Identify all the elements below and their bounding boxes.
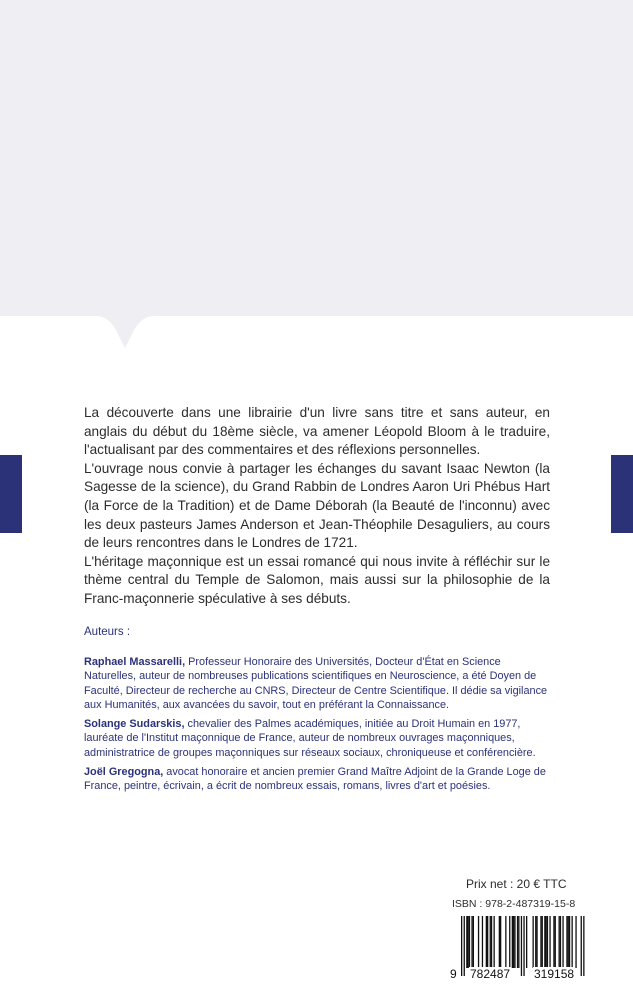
author-name: Joël Gregogna,: [84, 766, 164, 779]
author-entry: [84, 765, 552, 794]
author-name: Solange Sudarskis,: [84, 718, 185, 731]
barcode-bar: [517, 916, 518, 968]
barcode-bar: [547, 916, 548, 968]
author-bio: avocat honoraire et ancien premier Grand Maître Adjoint de la Grande Loge de France, peintre, écrivain, a écrit de nombreux essais, romans, livres d'art et poésies.: [84, 766, 546, 793]
barcode-bar: [549, 916, 550, 968]
cover-top-band: [0, 0, 633, 316]
barcode-bar: [513, 916, 514, 968]
isbn-label: ISBN : 978-2-487319-15-8: [452, 898, 576, 910]
barcode-group-left: 782487: [470, 967, 511, 981]
author-entry: [84, 717, 552, 760]
isbn-barcode: [449, 914, 593, 986]
barcode-bar: [572, 916, 573, 968]
barcode-bar: [555, 916, 556, 968]
barcode-bar: [500, 916, 501, 968]
barcode-bar: [473, 916, 474, 968]
right-edge-tab: [611, 455, 633, 533]
barcode-bar: [544, 916, 545, 968]
barcode-bar: [494, 916, 495, 968]
authors-heading: Auteurs :: [84, 626, 131, 638]
authors-list: [84, 655, 552, 799]
barcode-bar: [469, 916, 470, 968]
barcode-bar: [553, 916, 554, 968]
barcode-bar: [518, 916, 519, 968]
barcode-bar: [546, 916, 547, 968]
barcode-digit-first: 9: [450, 967, 457, 981]
summary-paragraph: La découverte dans une librairie d'un livre sans titre et sans auteur, en anglais du début du 18ème siècle, va amener Léopold Bloom à le traduire, l'actualisant par des commentaires et des réflexions personnelles.: [84, 405, 550, 458]
barcode-digits: [449, 967, 593, 983]
barcode-bar: [514, 916, 515, 968]
barcode-bar: [491, 916, 492, 968]
barcode-bar: [526, 916, 527, 968]
barcode-bar: [482, 916, 483, 968]
barcode-bar: [559, 916, 560, 968]
barcode-bar: [468, 916, 469, 968]
barcode-bar: [509, 916, 510, 968]
barcode-bar: [569, 916, 570, 968]
author-name: Raphael Massarelli,: [84, 656, 186, 668]
barcode-bar: [568, 916, 569, 968]
barcode-bar: [486, 916, 487, 968]
summary-paragraph: L'héritage maçonnique est un essai romancé qui nous invite à réfléchir sur le thème central du Temple de Salomon, mais aussi sur la philosophie de la Franc-maçonnerie spéculative à ses débuts.: [84, 553, 550, 606]
barcode-bar: [540, 916, 541, 968]
barcode-bar: [512, 916, 513, 968]
barcode-bar: [478, 916, 479, 968]
price-label: Prix net : 20 € TTC: [466, 877, 567, 891]
barcode-group-right: 319158: [534, 967, 575, 981]
barcode-bar: [487, 916, 488, 968]
barcode-bar: [566, 916, 567, 968]
barcode-bar: [560, 916, 561, 968]
barcode-bar: [542, 916, 543, 968]
book-summary: [84, 404, 550, 609]
barcode-bar: [490, 916, 491, 968]
barcode-bar: [499, 916, 500, 968]
author-bio: chevalier des Palmes académiques, initiée au Droit Humain en 1977, lauréate de l'Institut maçonnique de France, auteur de nombreux ouvrages maçonniques, administratrice de groupes maçonniques sur réseaux sociaux, chroniqueuse et conférencière.: [84, 718, 536, 759]
left-edge-tab: [0, 455, 22, 533]
barcode-bar: [466, 916, 467, 968]
summary-paragraph: L'ouvrage nous convie à partager les échanges du savant Isaac Newton (la Sagesse de la science), du Grand Rabbin de Londres Aaron Uri Phébus Hart (la Force de la Tradition) et de Dame Déborah (la Beauté de l'inconnu) avec les deux pasteurs James Anderson et Jean-Théophile Desaguliers, au cours de leurs rencontres dans le Londres de 1721.: [84, 460, 550, 551]
barcode-bar: [505, 916, 506, 968]
barcode-bar: [533, 916, 534, 968]
barcode-bar: [471, 916, 472, 968]
barcode-bar: [575, 916, 576, 968]
author-bio: Professeur Honoraire des Universités, Docteur d'État en Science Naturelles, auteur de nombreuses publications scientifiques en Neuroscience, a été Doyen de Faculté, Directeur de recherche au CNRS, Directeur de Centre Scientifique. Il dédie sa vigilance aux Humanités, aux avancées du savoir, tout en préférant la Connaissance.: [84, 656, 548, 711]
cover-divider-notch: [0, 300, 633, 360]
author-entry: [84, 655, 552, 712]
barcode-bar: [536, 916, 537, 968]
barcode-bar: [535, 916, 536, 968]
barcode-bar: [562, 916, 563, 968]
